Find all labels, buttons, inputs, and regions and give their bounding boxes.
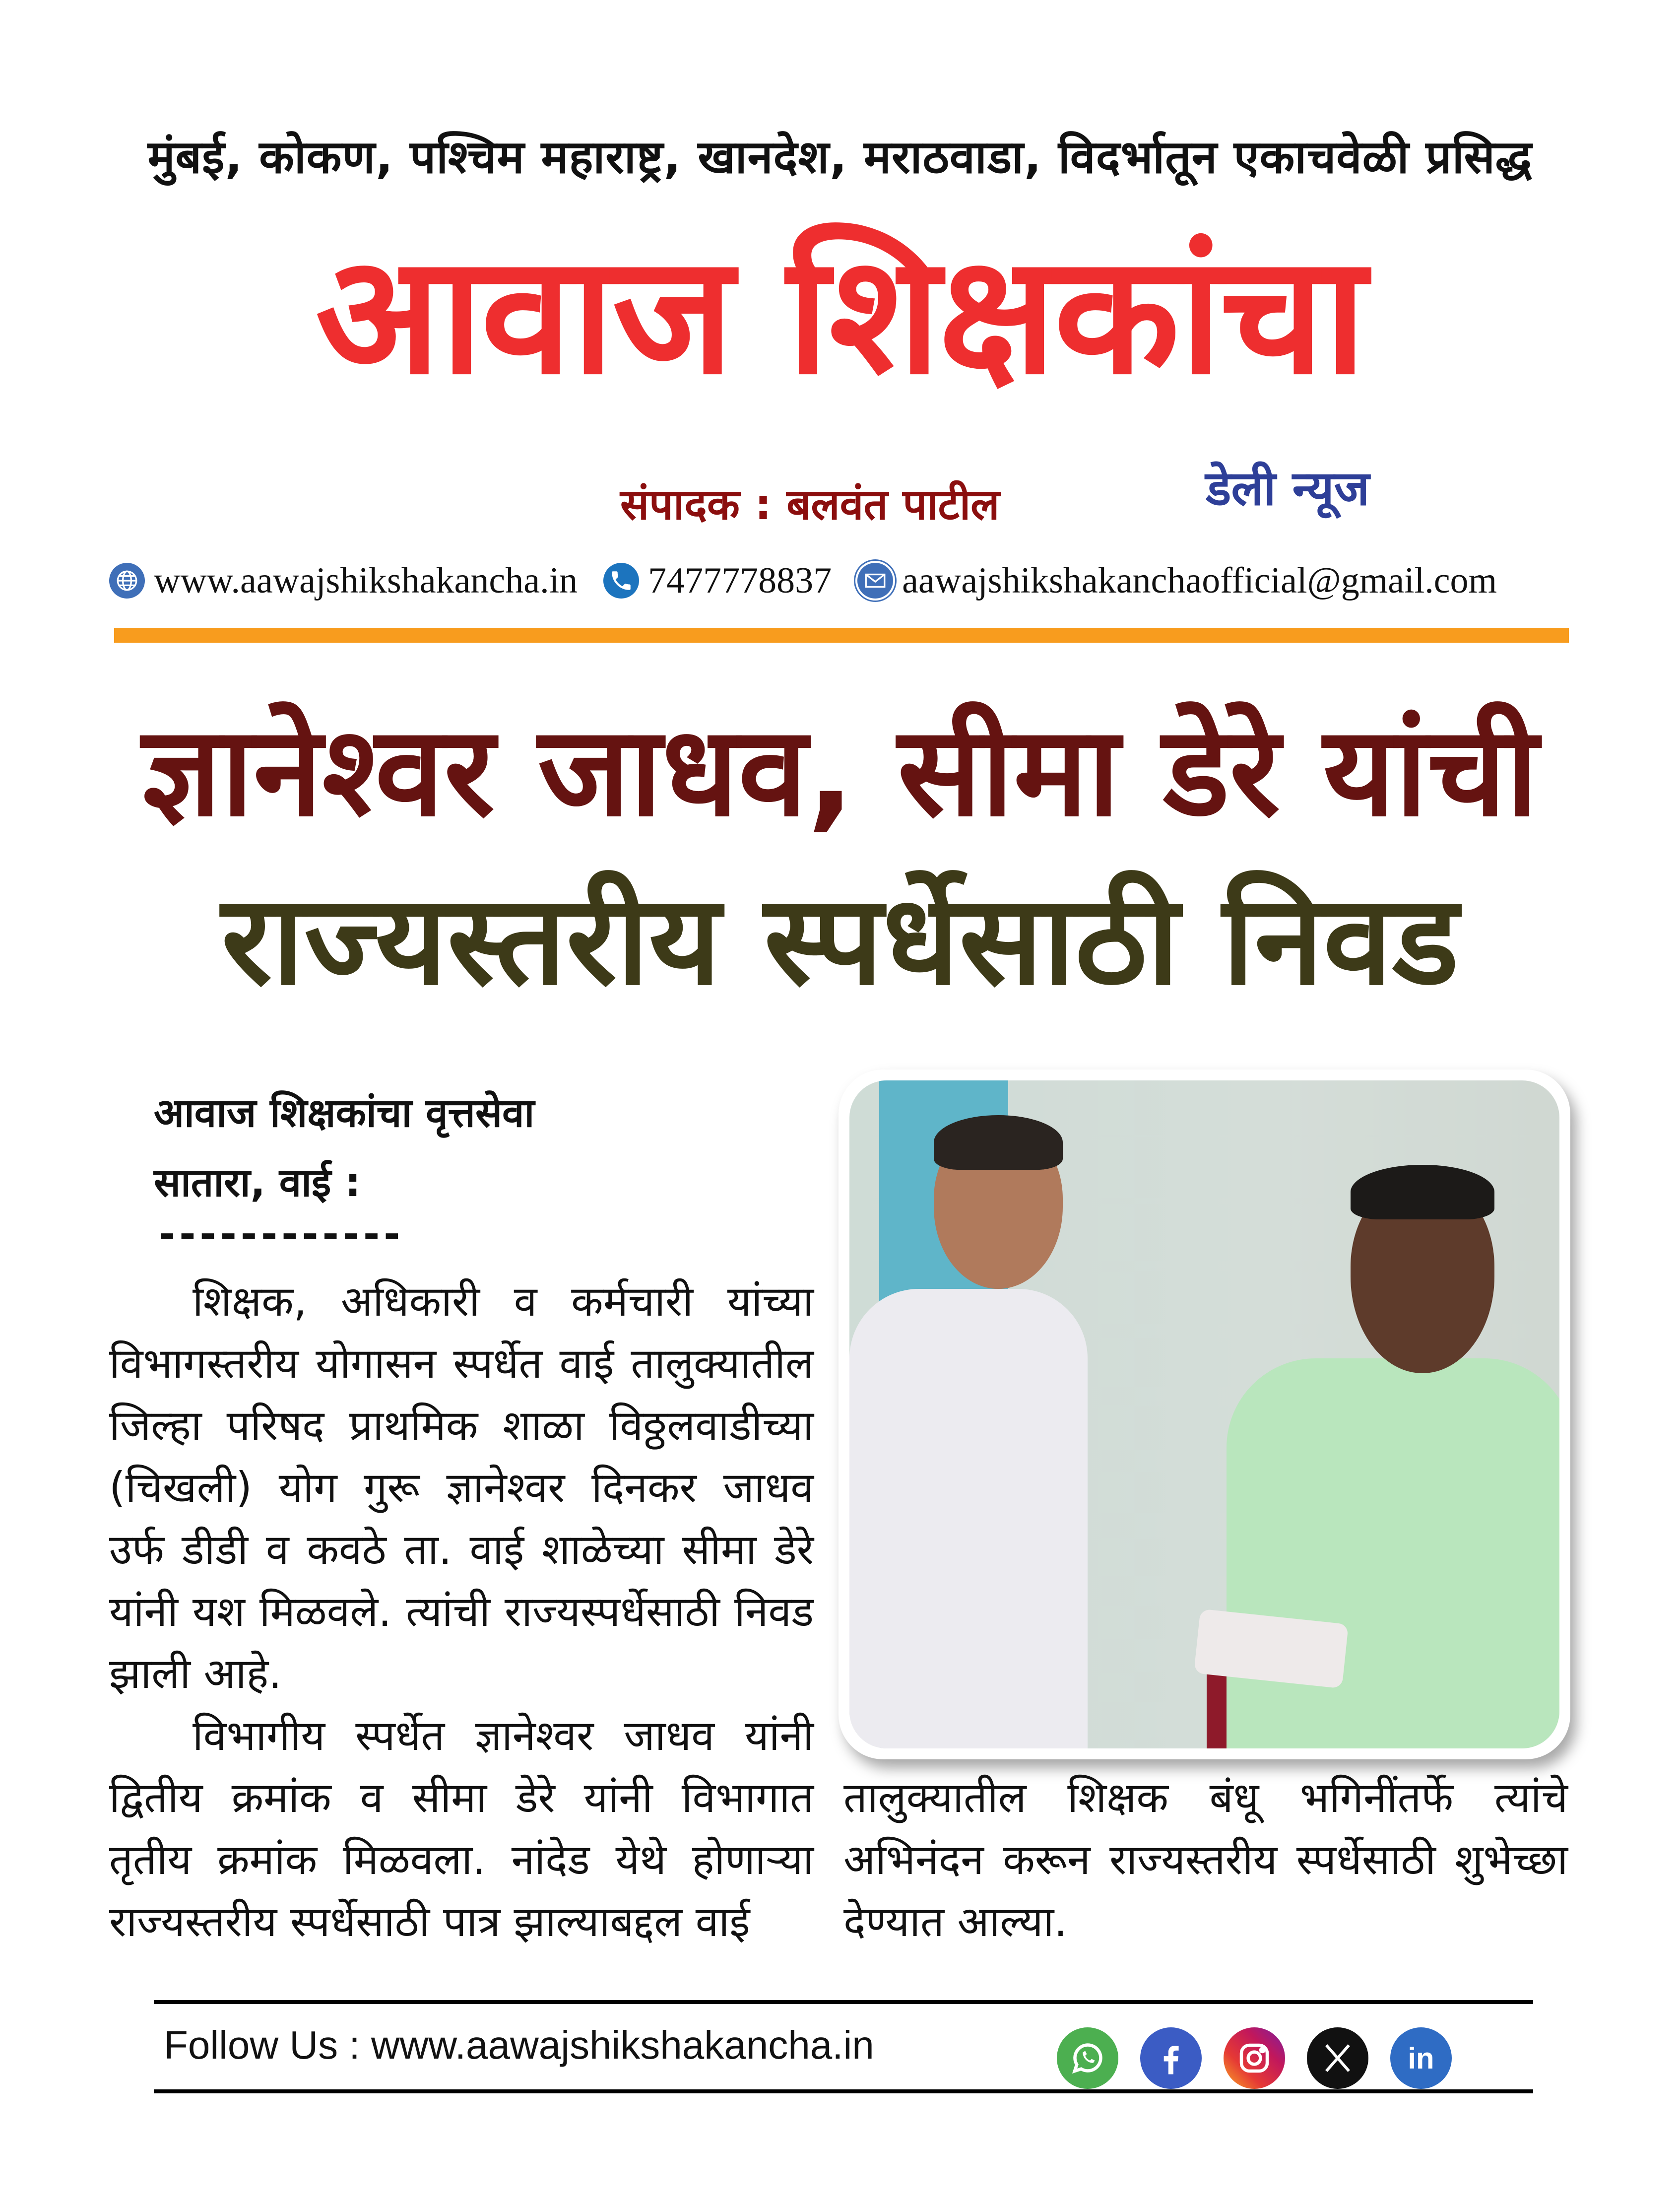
masthead-title: आवाज शिक्षकांचा [315,220,1365,410]
x-twitter-icon[interactable] [1307,2027,1368,2089]
website-link[interactable]: www.aawajshikshakancha.in [154,560,578,601]
edition-tag: डेली न्यूज [1206,461,1369,516]
dateline-place: सातारा, वाई : [154,1159,361,1205]
instagram-icon[interactable] [1224,2027,1285,2089]
editor-credit: संपादक : बलवंत पाटील [620,480,1000,530]
linkedin-icon[interactable]: in [1390,2027,1452,2089]
headline-line-1: ज्ञानेश्वर जाधव, सीमा डेरे यांची [141,699,1539,844]
article-photo-frame [839,1070,1570,1759]
facebook-icon[interactable] [1140,2027,1202,2089]
contact-row [109,556,1497,605]
social-icons [1057,2027,1452,2089]
footer-rule-bottom [154,2089,1533,2093]
article-photo [849,1080,1559,1748]
article-paragraph: विभागीय स्पर्धेत ज्ञानेश्वर जाधव यांनी द्वितीय क्रमांक व सीमा डेरे यांनी विभागात तृतीय क्रमांक मिळवला. नांदेड येथे होणाऱ्या राज्यस्तरीय स्पर्धेसाठी पात्र झाल्याबद्दल वाई [109,1711,814,1946]
footer-rule-top [154,2000,1533,2004]
article-paragraph: शिक्षक, अधिकारी व कर्मचारी यांच्या विभागस्तरीय योगासन स्पर्धेत वाई तालुक्यातील जिल्हा परिषद प्राथमिक शाळा विठ्ठलवाडीच्या (चिखली) योग गुरू ज्ञानेश्वर दिनकर जाधव उर्फ डीडी व कवठे ता. वाई शाळेच्या सीमा डेरे यांनी यश मिळवले. त्यांची राज्यस्पर्धेसाठी निवड झाली आहे. [109,1277,814,1698]
follow-us-text[interactable]: Follow Us : www.aawajshikshakancha.in [164,2023,874,2067]
header-divider [114,628,1569,643]
phone-icon [603,563,639,599]
article-body-left [109,1271,814,1953]
email-icon [857,563,893,599]
dateline-rule: ------------ [159,1211,404,1257]
whatsapp-icon[interactable] [1057,2027,1118,2089]
tagline: मुंबई, कोकण, पश्चिम महाराष्ट्र, खानदेश, मराठवाडा, विदर्भातून एकाचवेळी प्रसिद्ध [147,131,1533,184]
email-address[interactable]: aawajshikshakanchaofficial@gmail.com [902,560,1497,601]
phone-number[interactable]: 7477778837 [648,560,832,601]
dateline-source: आवाज शिक्षकांचा वृत्तसेवा [154,1090,535,1136]
article-body-right [843,1767,1568,1953]
globe-icon [109,563,145,599]
article-paragraph: तालुक्यातील शिक्षक बंधू भगिनींतर्फे त्यांचे अभिनंदन करून राज्यस्तरीय स्पर्धेसाठी शुभेच्छा देण्यात आल्या. [843,1773,1568,1946]
headline-line-2: राज्यस्तरीय स्पर्धेसाठी निवड [221,868,1459,1012]
